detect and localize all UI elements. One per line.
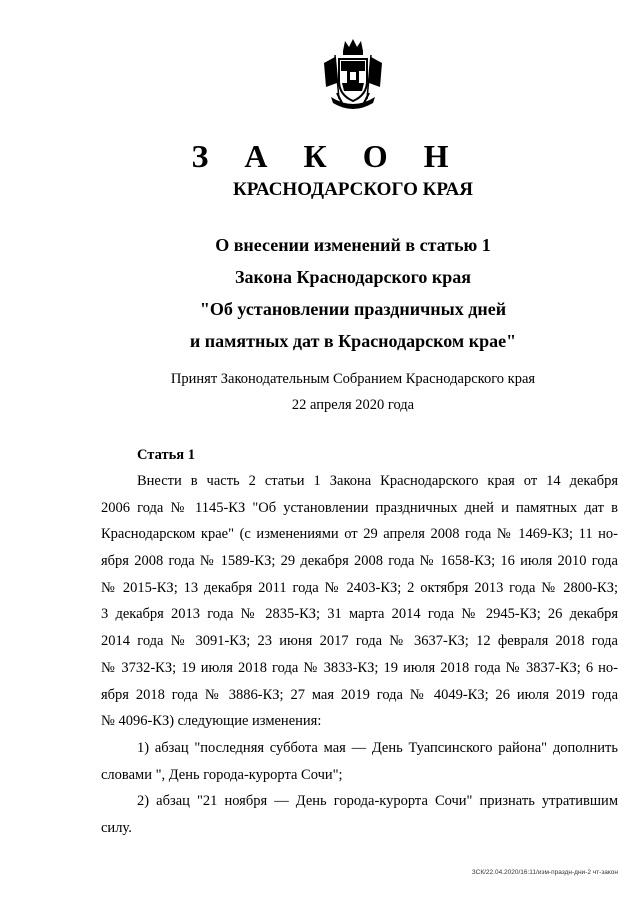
article-body [101, 468, 618, 842]
article-line: Краснодарском крае" (с изменениями от 29 апреля 2008 года № 1469-КЗ; 11 но- [101, 526, 618, 543]
article-line: 2014 года № 3091-КЗ; 23 июня 2017 года № 3637-КЗ; 12 февраля 2018 года [101, 633, 618, 650]
adoption-date: 22 апреля 2020 года [291, 397, 415, 413]
subject-line: Закона Краснодарского края [235, 267, 471, 287]
amendment-1-line: 1) абзац "последняя суббота мая — День Туапсинского района" дополнить [137, 739, 618, 756]
subject-line: О внесении изменений в статью 1 [215, 235, 491, 255]
subject-line: и памятных дат в Краснодарском крае" [189, 331, 517, 351]
article-line: ября 2008 года № 1589-КЗ; 29 декабря 2008 года № 1658-КЗ; 16 июля 2010 года [101, 553, 618, 570]
article-line: 2006 года № 1145-КЗ "Об установлении праздничных дней и памятных дат в [101, 499, 618, 516]
article-title: Статья 1 [137, 447, 195, 463]
subject-line: "Об установлении праздничных дней [199, 299, 507, 319]
law-subject [0, 231, 640, 359]
article-line: ября 2018 года № 3886-КЗ; 27 мая 2019 года № 4049-КЗ; 26 июля 2019 года [101, 686, 618, 703]
law-title: З А К О Н [191, 138, 463, 174]
amendment-2-line: силу. [101, 819, 132, 836]
adoption-info [0, 369, 640, 421]
region-title: КРАСНОДАРСКОГО КРАЯ [232, 179, 474, 200]
article-line: 3 декабря 2013 года № 2835-КЗ; 31 марта 2014 года № 2945-КЗ; 26 декабря [101, 606, 618, 623]
article-line: № 3732-КЗ; 19 июля 2018 года № 3833-КЗ; 19 июля 2018 года № 3837-КЗ; 6 но- [101, 659, 618, 676]
document-code: ЗСК/22.04.2020/16:11/изм-праздн-дни-2 чт-закон [471, 869, 618, 876]
krasnodar-coat-of-arms-icon [321, 37, 385, 113]
article-line: № 2015-КЗ; 13 декабря 2011 года № 2403-КЗ; 2 октября 2013 года № 2800-КЗ; [101, 579, 618, 596]
amendment-1-line: словами ", День города-курорта Сочи"; [101, 766, 343, 783]
amendment-2-line: 2) абзац "21 ноября — День города-курорта Сочи" признать утратившим [137, 793, 618, 810]
article-line: Внести в часть 2 статьи 1 Закона Краснодарского края от 14 декабря [137, 473, 618, 489]
adoption-body: Принят Законодательным Собранием Краснодарского края [170, 371, 536, 387]
article-line: № 4096-КЗ) следующие изменения: [101, 713, 322, 730]
